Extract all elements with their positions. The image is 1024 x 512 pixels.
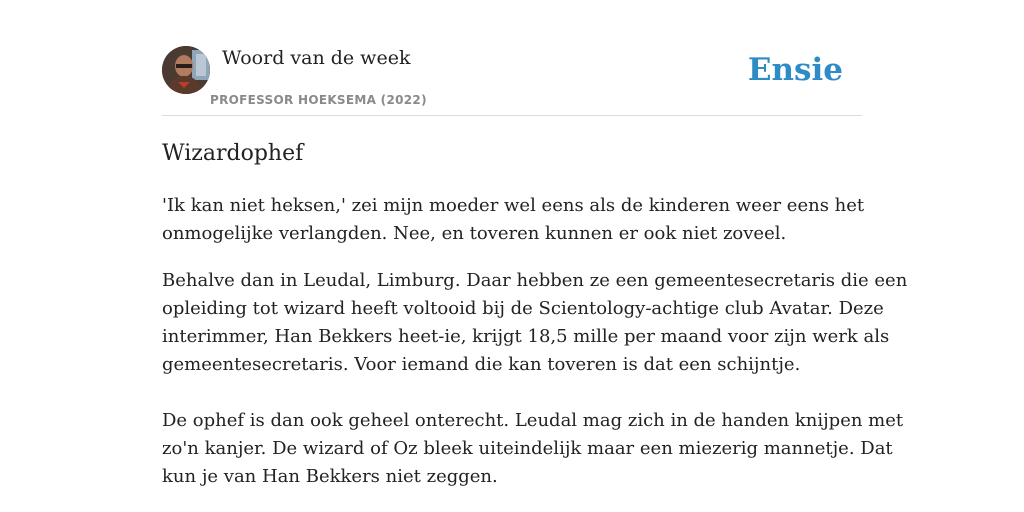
author-byline[interactable]: PROFESSOR HOEKSEMA (2022) — [210, 93, 427, 107]
paragraph-line: De ophef is dan ook geheel onterecht. Leudal mag zich in de handen knijpen met — [162, 410, 904, 431]
paragraph — [162, 267, 908, 379]
paragraph-line: 'Ik kan niet heksen,' zei mijn moeder wel eens als de kinderen weer eens het — [162, 195, 865, 216]
paragraph-line: gemeentesecretaris. Voor iemand die kan toveren is dat een schijntje. — [162, 354, 801, 375]
paragraph-line: zo'n kanjer. De wizard of Oz bleek uiteindelijk maar een miezerig mannetje. Dat — [162, 438, 893, 459]
paragraph-line: opleiding tot wizard heeft voltooid bij de Scientology-achtige club Avatar. Deze — [162, 298, 884, 319]
paragraph-line: onmogelijke verlangden. Nee, en toveren kunnen er ook niet zoveel. — [162, 223, 787, 244]
paragraph — [162, 407, 904, 491]
article-title: Wizardophef — [162, 141, 304, 166]
paragraph-line: Behalve dan in Leudal, Limburg. Daar hebben ze een gemeentesecretaris die een — [162, 270, 908, 291]
column-header — [162, 46, 862, 116]
avatar-portrait-icon — [162, 46, 210, 94]
column-title[interactable]: Woord van de week — [222, 47, 411, 69]
paragraph — [162, 192, 865, 248]
paragraph-line: kun je van Han Bekkers niet zeggen. — [162, 466, 498, 487]
article-body — [162, 192, 908, 491]
author-avatar[interactable] — [162, 46, 210, 94]
paragraph-line: interimmer, Han Bekkers heet-ie, krijgt 18,5 mille per maand voor zijn werk als — [162, 326, 890, 347]
brand-logo[interactable]: Ensie — [747, 52, 843, 88]
